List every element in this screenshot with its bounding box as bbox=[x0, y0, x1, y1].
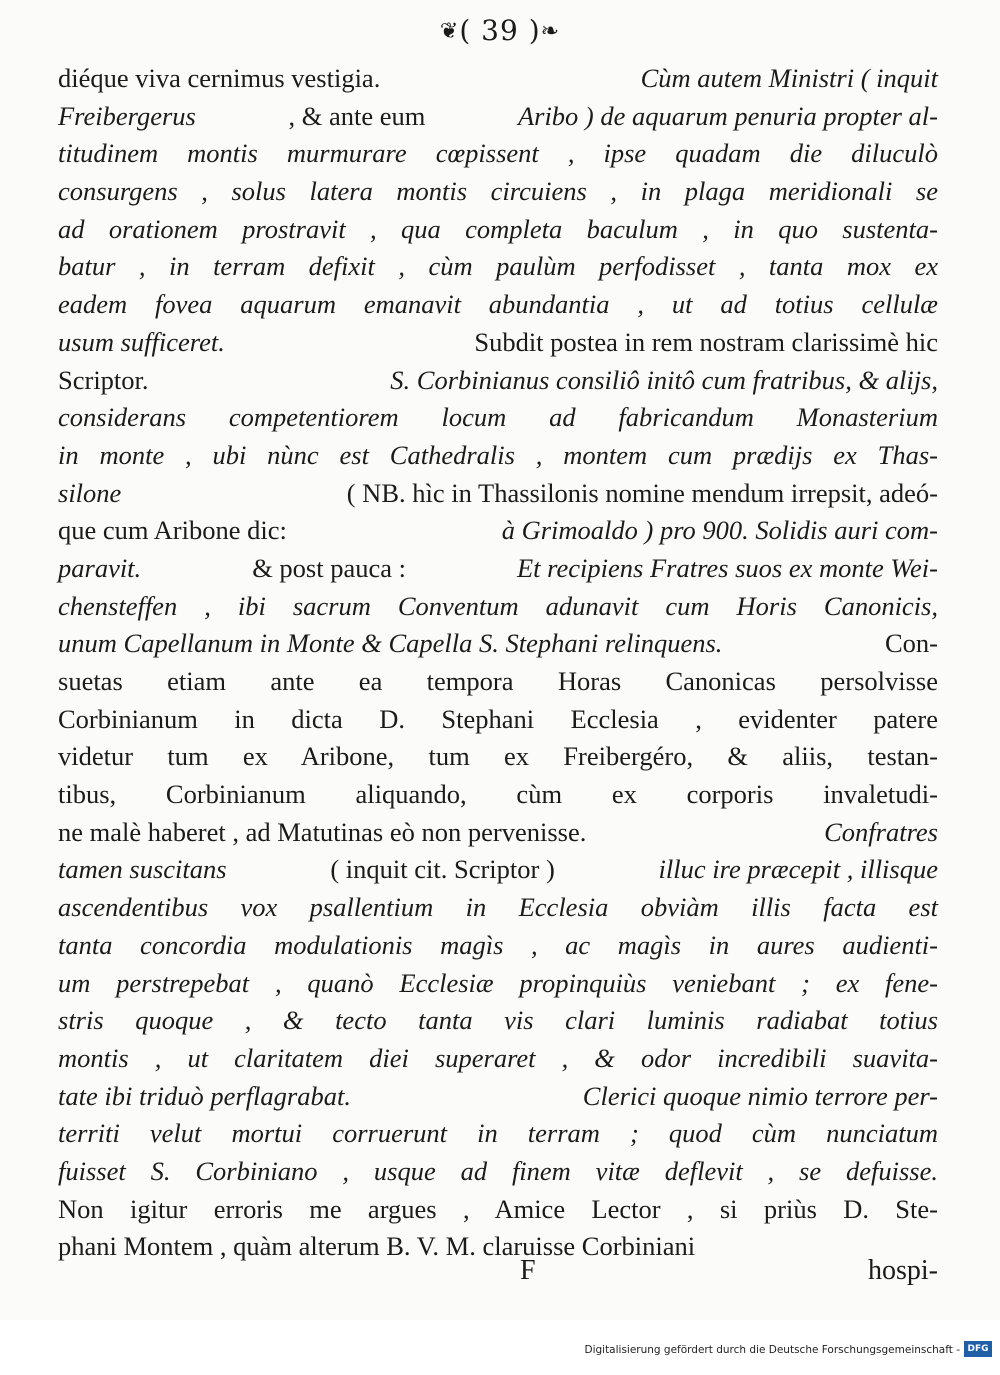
text-segment: Aribo ) de aquarum penuria propter al- bbox=[517, 100, 938, 131]
text-segment: tamen suscitans bbox=[58, 854, 227, 885]
text-line bbox=[58, 475, 938, 513]
text-line bbox=[58, 1191, 938, 1229]
text-line bbox=[58, 362, 938, 400]
text-segment: suetas etiam ante ea tempora Horas Canonicas persolvisse bbox=[58, 666, 938, 696]
text-segment: territi velut mortui corruerunt in terram ; quod cùm nunciatum bbox=[58, 1118, 938, 1149]
text-segment: ( inquit cit. Scriptor ) bbox=[330, 854, 555, 885]
text-line bbox=[58, 1040, 938, 1078]
text-segment: stris quoque , & tecto tanta vis clari luminis radiabat totius bbox=[58, 1005, 938, 1036]
text-segment: Scriptor. bbox=[58, 364, 149, 395]
text-line bbox=[58, 851, 938, 889]
text-segment: Confratres bbox=[824, 816, 938, 847]
page-header: ❦( 39 )❧ bbox=[439, 14, 561, 47]
text-segment: chensteffen , ibi sacrum Conventum adunavit cum Horis Canonicis, bbox=[58, 590, 938, 621]
footer bbox=[0, 1320, 1000, 1375]
text-segment: ne malè haberet , ad Matutinas eò non pervenisse. bbox=[58, 816, 587, 847]
text-segment: Corbinianum in dicta D. Stephani Ecclesia , evidenter patere bbox=[58, 703, 938, 734]
text-segment: Et recipiens Fratres suos ex monte Wei- bbox=[517, 552, 938, 583]
text-line bbox=[58, 814, 938, 852]
text-segment: um perstrepebat , quanò Ecclesiæ propinquiùs veniebant ; ex fene- bbox=[58, 967, 938, 998]
text-segment: Freibergerus bbox=[58, 100, 196, 131]
text-segment: considerans competentiorem locum ad fabricandum Monasterium bbox=[58, 402, 938, 433]
text-segment: Con- bbox=[885, 628, 938, 659]
text-line bbox=[58, 738, 938, 776]
text-line bbox=[58, 173, 938, 211]
text-segment: ascendentibus vox psallentium in Ecclesia obviàm illis facta est bbox=[58, 892, 938, 923]
text-segment: diéque viva cernimus vestigia. bbox=[58, 63, 381, 93]
text-line bbox=[58, 776, 938, 814]
text-line bbox=[58, 588, 938, 626]
text-segment: unum Capellanum in Monte & Capella S. Stephani relinquens. bbox=[58, 628, 723, 659]
text-line bbox=[58, 1115, 938, 1153]
text-line bbox=[58, 437, 938, 475]
text-segment: Clerici quoque nimio terrore per- bbox=[582, 1080, 938, 1111]
text-segment: paravit. bbox=[58, 552, 142, 583]
text-segment: tate ibi triduò perflagrabat. bbox=[58, 1080, 351, 1111]
text-segment: que cum Aribone dic: bbox=[58, 515, 287, 546]
text-segment: Non igitur erroris me argues , Amice Lector , si priùs D. Ste- bbox=[58, 1193, 938, 1224]
text-segment: montis , ut claritatem diei superaret , & odor incredibili suavita- bbox=[58, 1042, 938, 1073]
text-line bbox=[58, 1228, 938, 1266]
page-number: 39 bbox=[481, 14, 519, 47]
text-segment: batur , in terram defixit , cùm paulùm perfodisset , tanta mox ex bbox=[58, 251, 938, 282]
text-segment: ad orationem prostravit , qua completa baculum , in quo sustenta- bbox=[58, 213, 938, 244]
text-line bbox=[58, 1002, 938, 1040]
text-line bbox=[58, 286, 938, 324]
text-line bbox=[58, 663, 938, 701]
text-segment: eadem fovea aquarum emanavit abundantia , ut ad totius cellulæ bbox=[58, 289, 938, 320]
ornament-right-icon: ❧ bbox=[540, 19, 561, 44]
text-segment: ( NB. hìc in Thassilonis nomine mendum irrepsit, adeó- bbox=[346, 477, 938, 508]
text-body bbox=[58, 60, 938, 1266]
text-segment: phani Montem , quàm alterum B. V. M. claruisse Corbiniani bbox=[58, 1231, 696, 1262]
text-segment: titudinem montis murmurare cœpissent , ipse quadam die diluculò bbox=[58, 138, 938, 169]
text-segment: in monte , ubi nùnc est Cathedralis , montem cum prædijs ex Thas- bbox=[58, 439, 938, 470]
text-line bbox=[58, 60, 938, 98]
text-segment: Cùm autem Ministri ( inquit bbox=[640, 63, 938, 93]
text-line bbox=[58, 701, 938, 739]
text-segment: silone bbox=[58, 477, 122, 508]
text-line bbox=[58, 1153, 938, 1191]
text-line bbox=[58, 248, 938, 286]
text-line bbox=[58, 889, 938, 927]
text-line bbox=[58, 965, 938, 1003]
text-line bbox=[58, 98, 938, 136]
text-line bbox=[58, 927, 938, 965]
text-line bbox=[58, 512, 938, 550]
text-segment: S. Corbinianus consiliô initô cum fratribus, & alijs, bbox=[390, 364, 938, 395]
text-segment: consurgens , solus latera montis circuiens , in plaga meridionali se bbox=[58, 176, 938, 207]
text-line bbox=[58, 1078, 938, 1116]
text-segment: , & ante eum bbox=[288, 100, 426, 131]
digitization-credit: Digitalisierung gefördert durch die Deutsche Forschungsgemeinschaft - bbox=[584, 1344, 960, 1356]
text-segment: videtur tum ex Aribone, tum ex Freibergéro, & aliis, testan- bbox=[58, 741, 938, 772]
text-segment: fuisset S. Corbiniano , usque ad finem vitæ deflevit , se defuisse. bbox=[58, 1155, 938, 1186]
text-line bbox=[58, 625, 938, 663]
text-line bbox=[58, 211, 938, 249]
signature-mark: F bbox=[520, 1255, 536, 1286]
text-segment: Subdit postea in rem nostram clarissimè hic bbox=[474, 326, 938, 357]
text-line bbox=[58, 399, 938, 437]
text-segment: & post pauca : bbox=[252, 552, 406, 583]
text-segment: tanta concordia modulationis magìs , ac magìs in aures audienti- bbox=[58, 929, 938, 960]
ornament-left-icon: ❦ bbox=[439, 19, 460, 44]
text-line bbox=[58, 324, 938, 362]
catchword: hospi- bbox=[868, 1255, 938, 1286]
text-line bbox=[58, 135, 938, 173]
text-segment: illuc ire præcepit , illisque bbox=[658, 854, 938, 885]
text-segment: à Grimoaldo ) pro 900. Solidis auri com- bbox=[501, 515, 938, 546]
dfg-logo: DFG bbox=[964, 1341, 992, 1357]
text-segment: usum sufficeret. bbox=[58, 326, 225, 357]
text-segment: tibus, Corbinianum aliquando, cùm ex corporis invaletudi- bbox=[58, 779, 938, 810]
text-line bbox=[58, 550, 938, 588]
